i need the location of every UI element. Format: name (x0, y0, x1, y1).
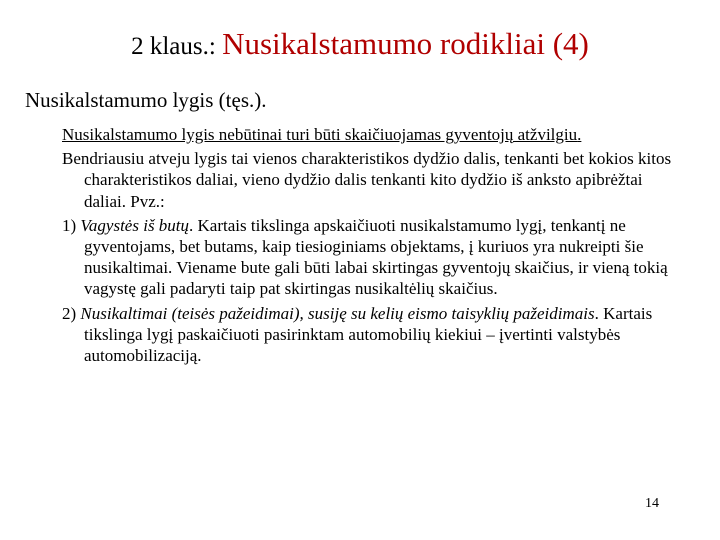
title-prefix: 2 klaus.: (131, 33, 223, 60)
slide-subtitle: Nusikalstamumo lygis (tęs.). (25, 88, 267, 112)
paragraph-3-number: 1) (62, 215, 81, 235)
title-number: (4) (544, 26, 589, 61)
paragraph-1 (62, 124, 682, 145)
paragraph-3 (62, 215, 682, 300)
paragraph-1-text: Nusikalstamumo lygis nebūtinai turi būti skaičiuojamas gyventojų atžvilgiu (62, 125, 578, 144)
title-main: Nusikalstamumo rodikliai (222, 26, 545, 61)
slide-title (0, 26, 720, 62)
paragraph-2: Bendriausiu atveju lygis tai vienos charakteristikos dydžio dalis, tenkanti bet kokios kitos charakteristikos daliai, vieno dydžio dalis tenkanti kito dydžio iš anksto apibrėžtai daliai. Pvz.: (62, 149, 672, 211)
paragraph-4 (62, 303, 682, 367)
paragraph-4-rest: . Kartais tikslinga lygį paskaičiuoti pasirinktam automobilių kiekiui – įvertinti valstybės automobilizaciją. (84, 303, 653, 366)
paragraph-3-italic: Vagystės iš butų (80, 215, 190, 235)
page-number: 14 (645, 496, 659, 511)
slide-body (62, 124, 682, 369)
paragraph-1-tail: . (577, 125, 582, 144)
paragraph-4-number: 2) (62, 303, 81, 323)
paragraph-3-rest: . Kartais tikslinga apskaičiuoti nusikalstamumo lygį, tenkantį ne gyventojams, bet butams, kaip tiesioginiams objektams, į kuriuos yra nukreipti šie nusikaltimai. Viename bute gali būti labai skirtingas gyventojų skaičius, ir vieną tokią vagystę gali padaryti taip pat skirtingas nusikaltėlių skaičius. (84, 215, 668, 299)
paragraph-4-italic: Nusikaltimai (teisės pažeidimai), susiję su kelių eismo taisyklių pažeidimais (80, 303, 595, 323)
